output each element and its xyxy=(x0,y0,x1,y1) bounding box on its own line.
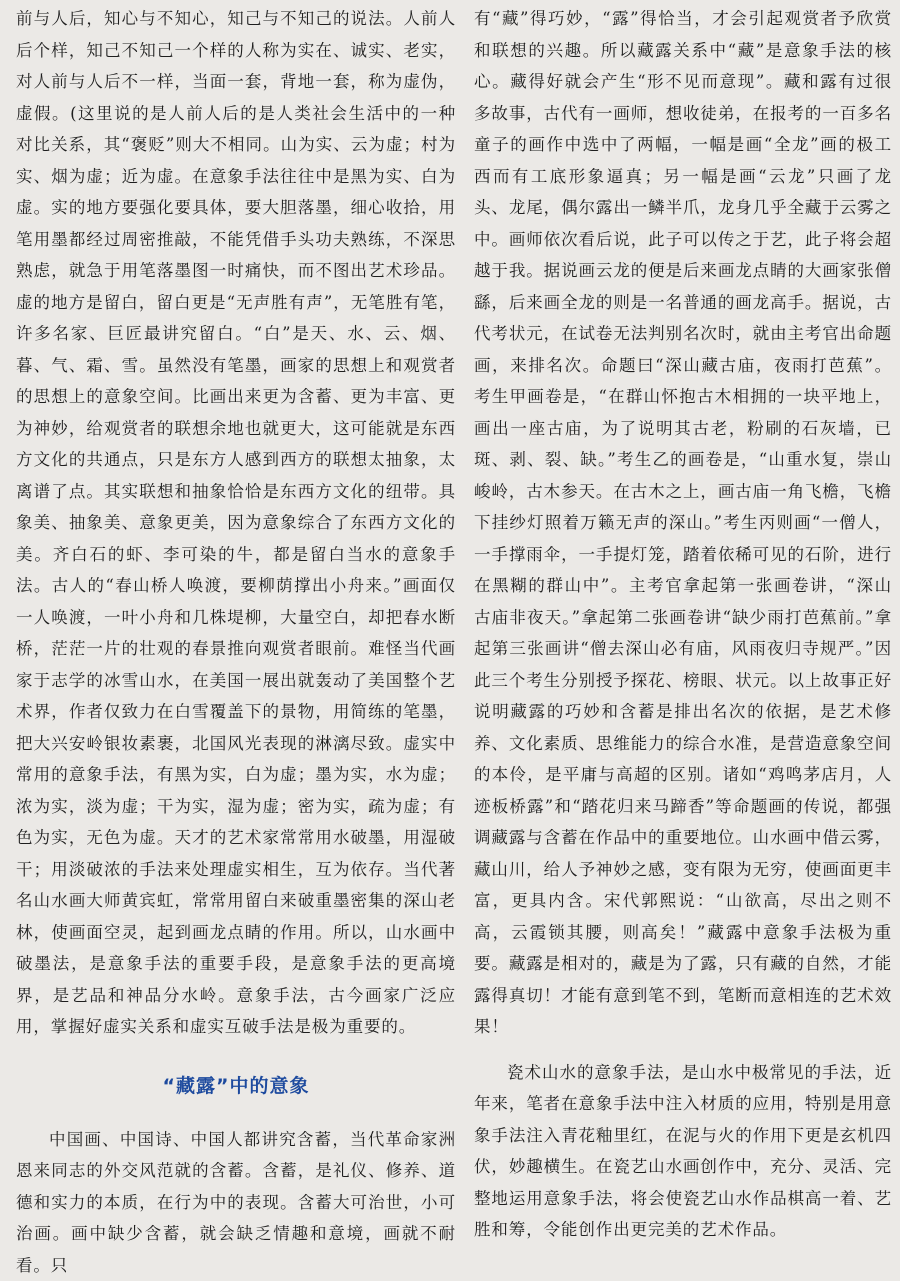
body-paragraph: 前与人后，知心与不知心，知己与不知己的说法。人前人后个样，知己不知己一个样的人称为实在、诚实、老实，对人前与人后不一样，当面一套，背地一套，称为虚伪，虚假。(这里说的是人前人后的是人类社会生活中的一种对比关系，其“褒贬”则大不相同。山为实、云为虚；村为实、烟为虚；近为虚。在意象手法往往中是黑为实、白为虚。实的地方要强化要具体，要大胆落墨，细心收拾，用笔用墨都经过周密推敲，不能凭借手头功夫熟练，不深思熟虑，就急于用笔落墨图一时痛快，而不图出艺术珍品。虚的地方是留白，留白更是“无声胜有声”，无笔胜有笔，许多名家、巨匠最讲究留白。“白”是天、水、云、烟、暮、气、霜、雪。虽然没有笔墨，画家的思想上和观赏者的思想上的意象空间。比画出来更为含蓄、更为丰富、更为神妙，给观赏者的联想余地也就更大，这可能就是东西方文化的共通点，只是东方人感到西方的联想太抽象，太离谱了点。其实联想和抽象恰恰是东西方文化的纽带。具象美、抽象美、意象更美，因为意象综合了东西方文化的美。齐白石的虾、李可染的牛，都是留白当水的意象手法。古人的“春山桥人唤渡，要柳荫撑出小舟来。”画面仅一人唤渡，一叶小舟和几株堤柳，大量空白，却把春水断桥，茫茫一片的壮观的春景推向观赏者眼前。难怪当代画家于志学的冰雪山水，在美国一展出就轰动了美国整个艺术界，作者仅致力在白雪覆盖下的景物，用简练的笔墨，把大兴安岭银妆素裹，北国风光表现的淋漓尽致。虚实中常用的意象手法，有黑为实，白为虚；墨为实，水为虚；浓为实，淡为虚；干为实，湿为虚；密为实，疏为虚；有色为实，无色为虚。天才的艺术家常常用水破墨，用湿破干；用淡破浓的手法来处理虚实相生，互为依存。当代著名山水画大师黄宾虹，常常用留白来破重墨密集的深山老林，使画面空灵，起到画龙点睛的作用。所以，山水画中破墨法，是意象手法的重要手段，是意象手法的更高境界，是艺品和神品分水岭。意象手法，古今画家广泛应用，掌握好虚实关系和虚实互破手法是极为重要的。 xyxy=(16,0,456,1043)
section-heading: “藏露”中的意象 xyxy=(16,1071,456,1098)
body-paragraph: 有“藏”得巧妙，“露”得恰当，才会引起观赏者予欣赏和联想的兴趣。所以藏露关系中“藏”是意象手法的核心。藏得好就会产生“形不见而意现”。藏和露有过很多故事，古代有一画师，想收徒弟，在报考的一百多名童子的画作中选中了两幅，一幅是画“全龙”画的极工西而有工底形象逼真；另一幅是画“云龙”只画了龙头、龙尾，偶尔露出一鳞半爪，龙身几乎全藏于云雾之中。画师依次看后说，此子可以传之于艺，此子将会超越于我。据说画云龙的便是后来画龙点睛的大画家张僧繇，后来画全龙的则是一名普通的画龙高手。据说，古代考状元，在试卷无法判别名次时，就由主考官出命题画，来排名次。命题曰“深山藏古庙，夜雨打芭蕉”。考生甲画卷是，“在群山怀抱古木相拥的一块平地上，画出一座古庙，为了说明其古老，粉刷的石灰墙，已斑、剥、裂、缺。”考生乙的画卷是，“山重水复，崇山峻岭，古木参天。在古木之上，画古庙一角飞檐，飞檐下挂纱灯照着万籁无声的深山。”考生丙则画“一僧人，一手撑雨伞，一手提灯笼，踏着依稀可见的石阶，进行在黑糊的群山中”。主考官拿起第一张画卷讲，“深山古庙非夜天。”拿起第二张画卷讲“缺少雨打芭蕉前。”拿起第三张画讲“僧去深山必有庙，风雨夜归寺规严。”因此三个考生分别授予探花、榜眼、状元。以上故事正好说明藏露的巧妙和含蓄是排出名次的依据，是艺术修养、文化素质、思维能力的综合水准，是营造意象空间的本伶，是平庸与高超的区别。诸如“鸡鸣茅店月，人迹板桥露”和“踏花归来马蹄香”等命题画的传说，都强调藏露与含蓄在作品中的重要地位。山水画中借云雾，藏山川，给人予神妙之感，变有限为无穷，使画面更丰富，更具内含。宋代郭熙说：“山欲高，尽出之则不高，云霞锁其腰，则高矣！”藏露中意象手法极为重要。藏露是相对的，藏是为了露，只有藏的自然，才能露得真切！才能有意到笔不到，笔断而意相连的艺术效果！ xyxy=(474,0,892,1043)
right-column xyxy=(474,0,892,1246)
body-paragraph: 中国画、中国诗、中国人都讲究含蓄，当代革命家洲恩来同志的外交风范就的含蓄。含蓄，是礼仪、修养、道德和实力的本质，在行为中的表现。含蓄大可治世，小可治画。画中缺少含蓄，就会缺乏情趣和意境，画就不耐看。只 xyxy=(16,1124,456,1281)
left-column xyxy=(16,0,456,1281)
body-paragraph: 瓷术山水的意象手法，是山水中极常见的手法，近年来，笔者在意象手法中注入材质的应用，特别是用意象手法注入青花釉里红，在泥与火的作用下更是玄机四伏，妙趣横生。在瓷艺山水画创作中，充分、灵活、完整地运用意象手法，将会使瓷艺山水作品棋高一着、艺胜和筹，令能创作出更完美的艺术作品。 xyxy=(474,1057,892,1246)
